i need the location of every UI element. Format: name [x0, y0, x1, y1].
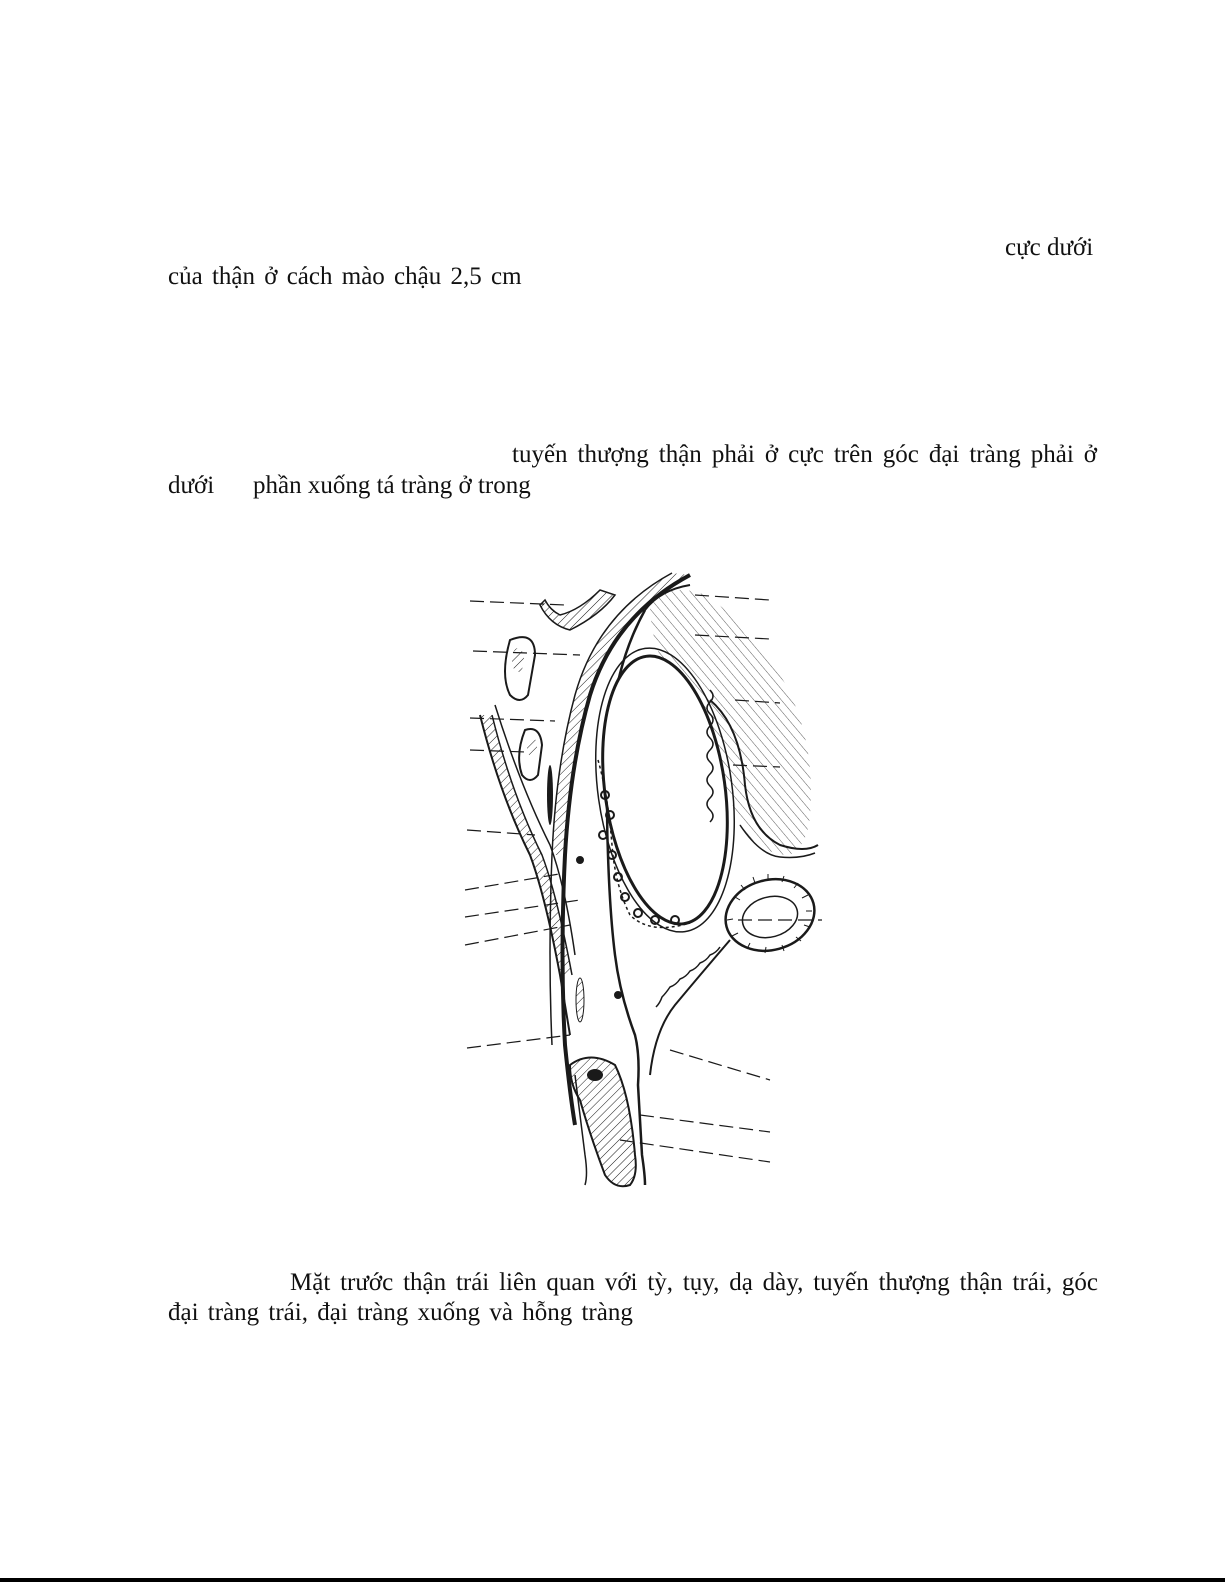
text-segment: góc đại tràng phải ở — [882, 441, 1098, 468]
text-line: cực dưới — [1005, 234, 1094, 261]
text-line: Mặt trước thận trái liên quan với tỳ, tụy, dạ dày, tuyến thượng thận trái, góc — [290, 1269, 1098, 1296]
page-bottom-border — [0, 1578, 1225, 1582]
text-line: đại tràng trái, đại tràng xuống và hỗng tràng — [168, 1299, 633, 1326]
text-line — [512, 440, 1097, 470]
text-segment: phần xuống tá tràng ở trong — [253, 472, 531, 499]
text-line — [253, 471, 531, 501]
kidney-cross-section-illustration — [440, 555, 840, 1195]
text-segment: tuyến thượng thận phải ở cực trên — [512, 441, 873, 468]
text-segment: dưới — [168, 472, 215, 499]
text-line — [168, 471, 214, 501]
text-line: của thận ở cách mào chậu 2,5 cm — [168, 263, 522, 290]
